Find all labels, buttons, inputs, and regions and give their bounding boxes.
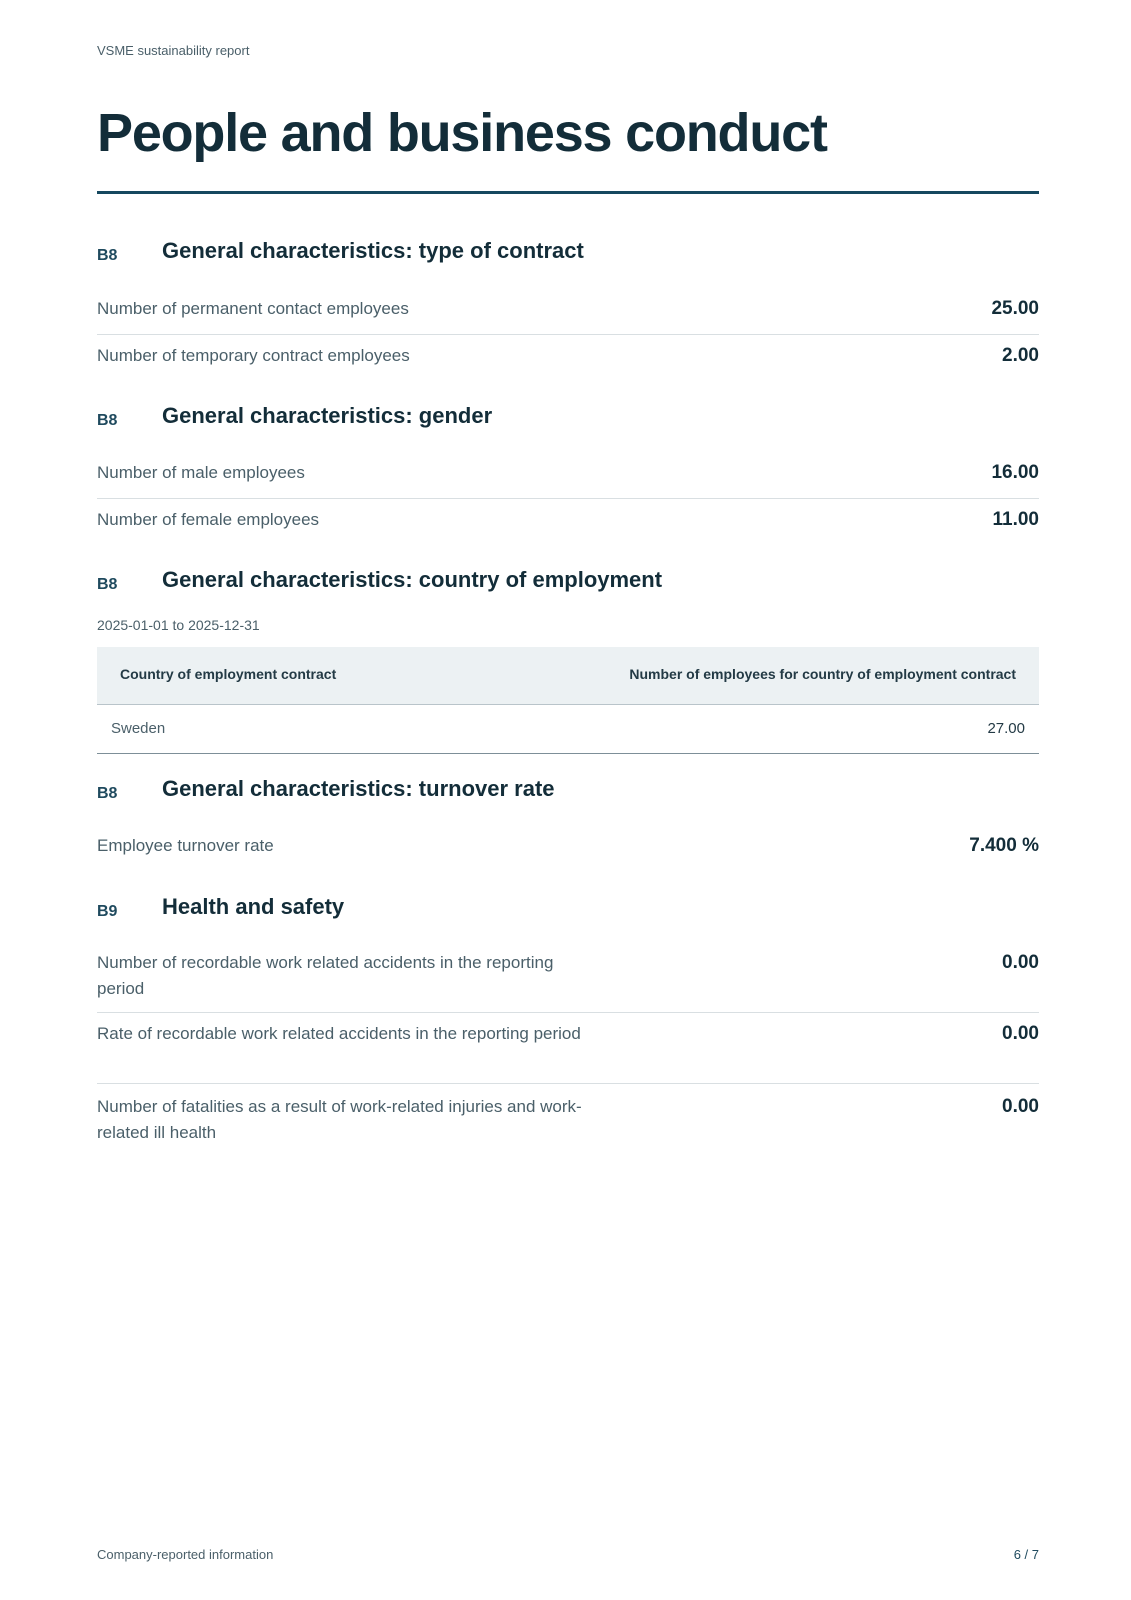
metric-value: 25.00 — [991, 298, 1039, 319]
section-gender-header — [97, 403, 1039, 435]
row-divider — [97, 334, 1039, 335]
footer-note: Company-reported information — [97, 1547, 274, 1562]
section-title: General characteristics: type of contract — [162, 238, 584, 263]
row-divider — [97, 1083, 1039, 1084]
section-title: General characteristics: country of employment — [162, 567, 663, 592]
metric-value: 16.00 — [991, 462, 1039, 483]
metric-label: Number of female employees — [97, 510, 320, 529]
employment-country-table — [97, 647, 1039, 754]
table-cell-employees: 27.00 — [987, 720, 1025, 737]
section-title: Health and safety — [162, 894, 345, 919]
metric-value: 0.00 — [1002, 952, 1039, 973]
metric-label: Number of fatalities as a result of work-related injuries and work-related ill health — [97, 1097, 582, 1142]
title-divider — [97, 191, 1039, 194]
section-code: B8 — [97, 785, 118, 802]
section-code: B8 — [97, 576, 118, 593]
table-cell-country: Sweden — [111, 720, 166, 737]
table-row — [97, 705, 1039, 754]
section-title: General characteristics: turnover rate — [162, 776, 555, 801]
section-country-header — [97, 567, 1039, 599]
metric-value: 11.00 — [992, 509, 1039, 530]
section-title: General characteristics: gender — [162, 403, 493, 428]
metric-label: Number of permanent contact employees — [97, 299, 409, 318]
metric-label: Number of male employees — [97, 463, 305, 482]
page-title: People and business conduct — [97, 103, 827, 163]
row-divider — [97, 1012, 1039, 1013]
row-divider — [97, 498, 1039, 499]
metric-value: 7.400 % — [969, 835, 1039, 856]
metric-value: 2.00 — [1002, 345, 1039, 366]
metric-label: Number of recordable work related accidents in the reporting period — [97, 953, 554, 998]
metric-label: Employee turnover rate — [97, 836, 274, 855]
metric-label: Number of temporary contract employees — [97, 346, 410, 365]
running-header: VSME sustainability report — [97, 43, 250, 58]
section-code: B8 — [97, 412, 118, 429]
section-code: B9 — [97, 903, 118, 920]
section-code: B8 — [97, 247, 118, 264]
report-page — [97, 0, 1039, 1600]
section-contract-header — [97, 238, 1039, 270]
metric-value: 0.00 — [1002, 1023, 1039, 1044]
page-number: 6 / 7 — [1013, 1547, 1039, 1562]
table-header — [97, 647, 1039, 705]
section-turnover-header — [97, 776, 1039, 808]
reporting-period: 2025-01-01 to 2025-12-31 — [97, 617, 260, 633]
column-header-employees: Number of employees for country of employment contract — [629, 666, 1016, 682]
section-health-header — [97, 894, 1039, 926]
metric-value: 0.00 — [1002, 1096, 1039, 1117]
metric-label: Rate of recordable work related accidents in the reporting period — [97, 1024, 581, 1043]
column-header-country: Country of employment contract — [120, 666, 337, 682]
